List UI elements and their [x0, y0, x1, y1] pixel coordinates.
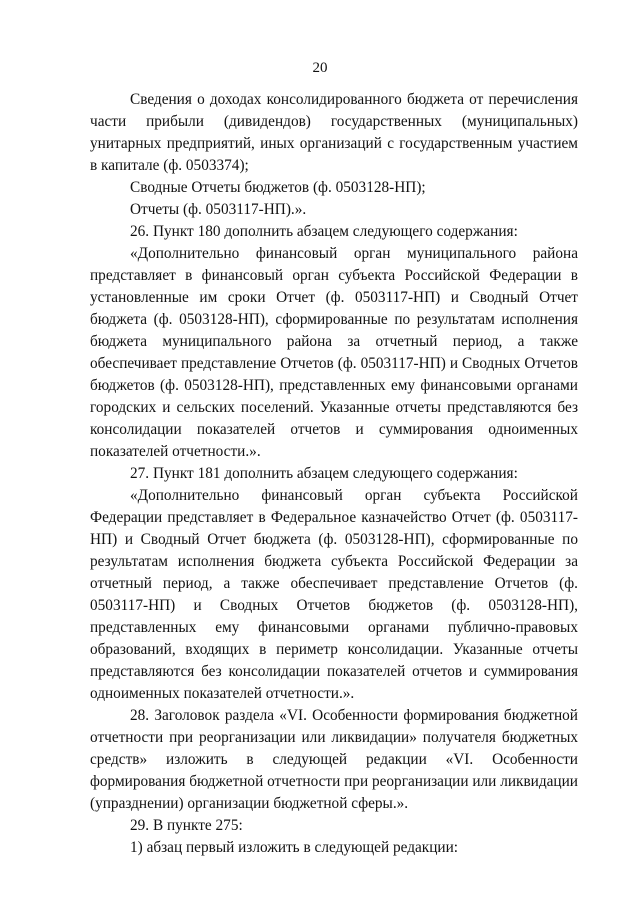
paragraph-item-28: 28. Заголовок раздела «VI. Особенности формирования бюджетной отчетности при реорганизации или ликвидации» получателя бюджетных средств» изложить в следующей редакции «VI. Особенности формирования бюджетной отчетности при реорганизации или ликвидации (упразднении) организации бюджетной сферы.». [90, 707, 578, 812]
paragraph-item-29: 29. В пункте 275: [130, 817, 243, 834]
paragraph-subitem-1: 1) абзац первый изложить в следующей редакции: [130, 839, 459, 856]
paragraph-item-27: 27. Пункт 181 дополнить абзацем следующего содержания: [130, 465, 518, 482]
paragraph-item-26: 26. Пункт 180 дополнить абзацем следующего содержания: [130, 223, 518, 240]
page-number: 20 [312, 60, 328, 76]
paragraph-subject-addition: «Дополнительно финансовый орган субъекта Российской Федерации представляет в Федеральное казначейство Отчет (ф. 0503117-НП) и Сводный Отчет бюджета (ф. 0503128-НП), сформированные по результатам исполнения бюджета субъекта Российской Федерации за отчетный период, а также обеспечивает представление Отчетов (ф. 0503117-НП) и Сводных Отчетов бюджетов (ф. 0503128-НП), представленных ему финансовыми органами публично-правовых образований, входящих в периметр консолидации. Указанные отчеты представляются без консолидации показателей отчетов и суммирования одноименных показателей отчетности.». [90, 487, 578, 702]
document-body [90, 89, 578, 859]
paragraph-consolidated-reports: Сводные Отчеты бюджетов (ф. 0503128-НП); [130, 179, 426, 196]
paragraph-income-info: Сведения о доходах консолидированного бюджета от перечисления части прибыли (дивидендов) государственных (муниципальных) унитарных предприятий, иных организаций с государственным участием в капитале (ф. 0503374); [90, 91, 578, 174]
paragraph-reports: Отчеты (ф. 0503117-НП).». [130, 201, 307, 218]
paragraph-municipal-addition: «Дополнительно финансовый орган муниципального района представляет в финансовый орган субъекта Российской Федерации в установленные им сроки Отчет (ф. 0503117-НП) и Сводный Отчет бюджета (ф. 0503128-НП), сформированные по результатам исполнения бюджета муниципального района за отчетный период, а также обеспечивает представление Отчетов (ф. 0503117-НП) и Сводных Отчетов бюджетов (ф. 0503128-НП), представленных ему финансовыми органами городских и сельских поселений. Указанные отчеты представляются без консолидации показателей отчетов и суммирования одноименных показателей отчетности.». [90, 245, 578, 460]
